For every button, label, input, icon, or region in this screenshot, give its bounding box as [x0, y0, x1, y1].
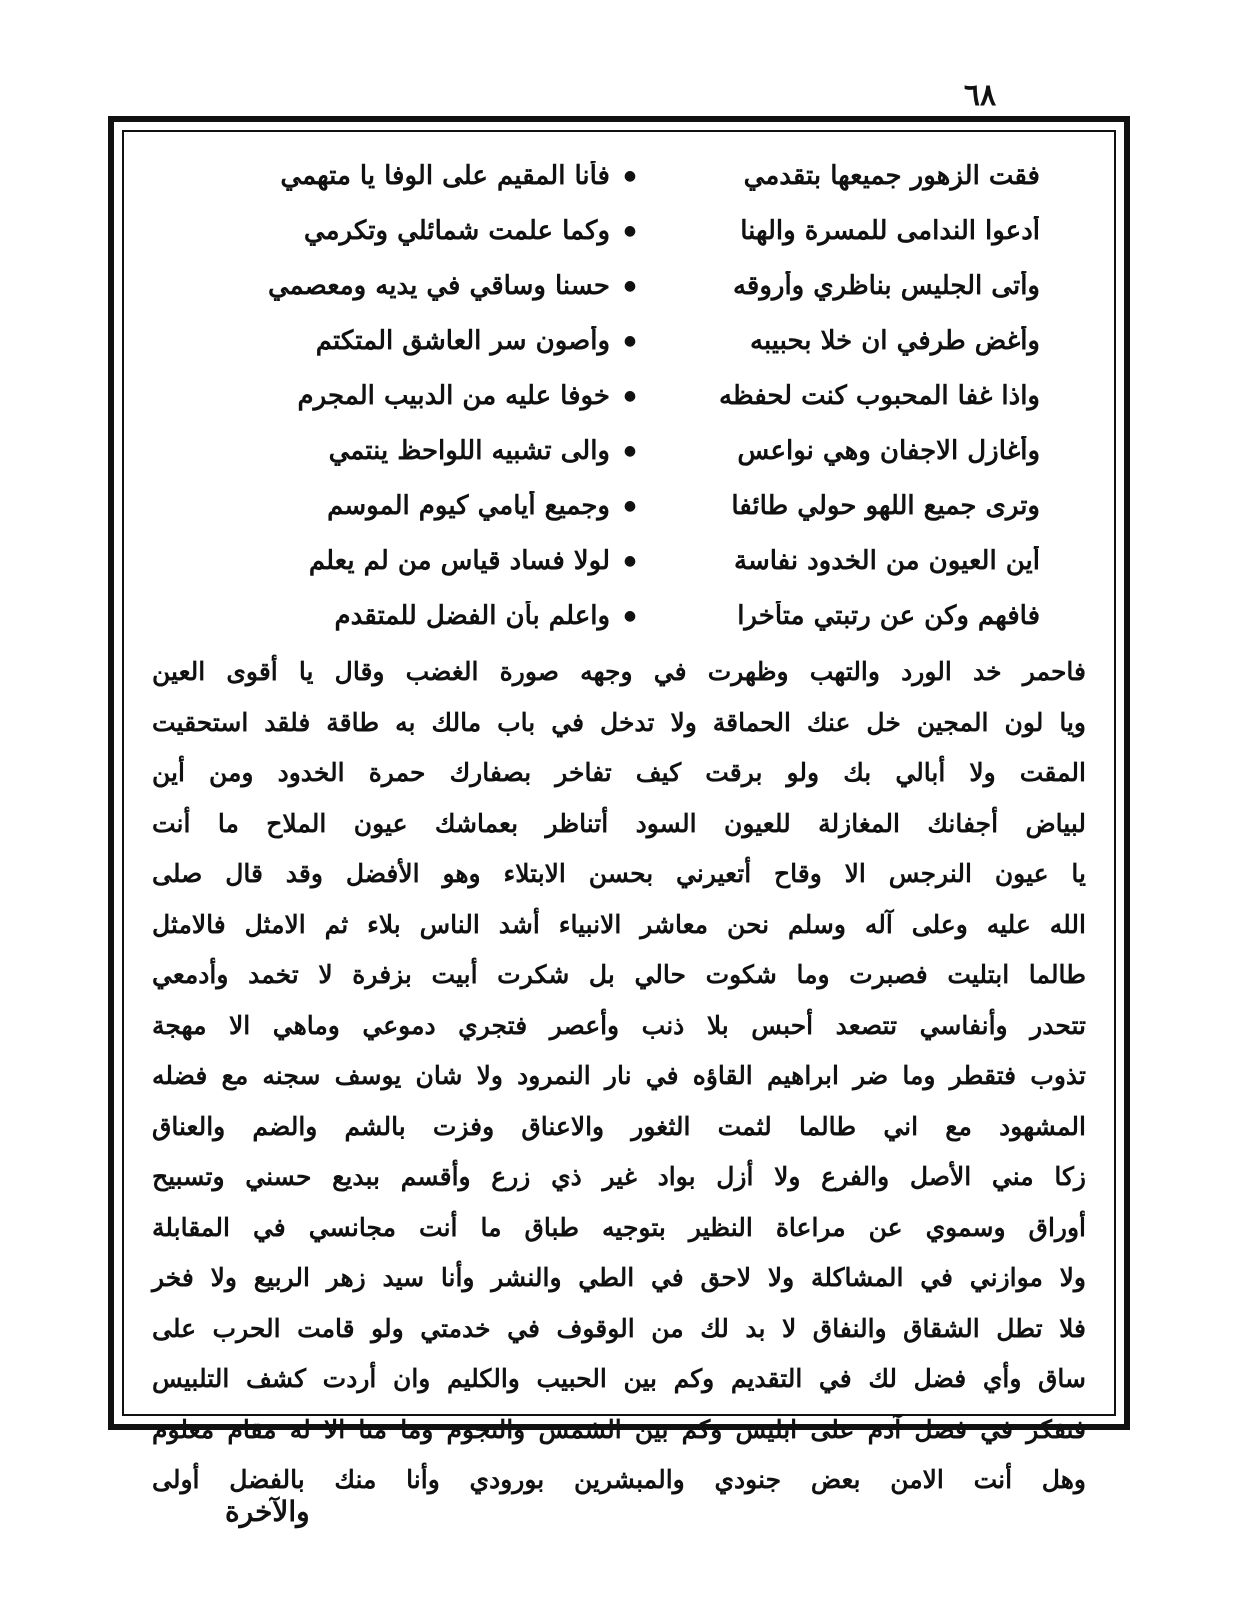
page-number: ٦٨ — [963, 78, 997, 113]
verse-second-hemistich: حسنا وساقي في يديه ومعصمي — [267, 270, 610, 301]
verse-first-hemistich: وأغض طرفي ان خلا بحبيبه — [750, 325, 1040, 356]
verse-first-hemistich: فافهم وكن عن رتبتي متأخرا — [737, 600, 1040, 631]
prose-line: المشهود مع اني طالما لثمت الثغور والاعناق وفزت بالشم والضم والعناق — [152, 1111, 1086, 1141]
verse-first-hemistich: فقت الزهور جميعها بتقدمي — [743, 160, 1040, 191]
verse-separator-dot: ● — [623, 552, 637, 569]
poem-verse — [148, 313, 1090, 368]
poem-verse — [148, 258, 1090, 313]
verse-first-hemistich: أين العيون من الخدود نفاسة — [734, 545, 1040, 576]
page-text-block — [148, 148, 1090, 1494]
prose-line: ساق وأي فضل لك في التقديم وكم بين الحبيب والكليم وان أردت كشف التلبيس — [152, 1364, 1086, 1393]
verse-first-hemistich: واذا غفا المحبوب كنت لحفظه — [718, 380, 1040, 411]
verse-second-hemistich: وأصون سر العاشق المتكتم — [315, 325, 610, 356]
verse-second-hemistich: لولا فساد قياس من لم يعلم — [308, 545, 610, 576]
catchword: والآخرة — [225, 1495, 310, 1528]
prose-line: فلا تطل الشقاق والنفاق لا بد لك من الوقوف في خدمتي ولو قامت الحرب على — [152, 1313, 1086, 1343]
poem-verse — [148, 148, 1090, 203]
prose-line: ولا موازني في المشاكلة ولا لاحق في الطي والنشر وأنا سيد زهر الربيع ولا فخر — [152, 1263, 1086, 1292]
prose-line: طالما ابتليت فصبرت وما شكوت حالي بل شكرت أبيت بزفرة لا تخمد وأدمعي — [152, 960, 1086, 989]
verse-separator-dot: ● — [623, 167, 637, 184]
prose-line: وهل أنت الامن بعض جنودي والمبشرين بورودي وأنا منك بالفضل أولى — [152, 1465, 1086, 1494]
prose-line: فاحمر خد الورد والتهب وظهرت في وجهه صورة الغضب وقال يا أقوى العين — [152, 657, 1086, 686]
prose-paragraph — [148, 647, 1090, 1506]
verse-separator-dot: ● — [623, 497, 637, 514]
poem-verses — [148, 148, 1090, 643]
poem-verse — [148, 368, 1090, 423]
prose-line: فتفكر في فضل آدم على ابليس وكم بين الشمس والنجوم وما منا الا له مقام معلوم — [152, 1414, 1086, 1444]
verse-first-hemistich: وترى جميع اللهو حولي طائفا — [731, 490, 1040, 521]
verse-separator-dot: ● — [623, 332, 637, 349]
verse-separator-dot: ● — [623, 387, 637, 404]
poem-verse — [148, 588, 1090, 643]
prose-line: ويا لون المجين خل عنك الحماقة ولا تدخل في باب مالك به طاقة فلقد استحقيت — [152, 707, 1086, 737]
poem-verse — [148, 203, 1090, 258]
poem-verse — [148, 478, 1090, 533]
verse-first-hemistich: وأتى الجليس بناظري وأروقه — [732, 270, 1040, 301]
prose-line: أوراق وسموي عن مراعاة النظير بتوجيه طباق ما أنت مجانسي في المقابلة — [152, 1212, 1086, 1242]
verse-separator-dot: ● — [623, 607, 637, 624]
verse-second-hemistich: وكما علمت شمائلي وتكرمي — [303, 215, 610, 246]
poem-verse — [148, 423, 1090, 478]
verse-separator-dot: ● — [623, 277, 637, 294]
prose-line: المقت ولا أبالي بك ولو برقت كيف تفاخر بصفارك حمرة الخدود ومن أين — [152, 758, 1086, 787]
verse-second-hemistich: واعلم بأن الفضل للمتقدم — [334, 600, 610, 631]
page-border — [108, 116, 1130, 1494]
verse-second-hemistich: وجميع أيامي كيوم الموسم — [327, 490, 610, 521]
poem-verse — [148, 533, 1090, 588]
verse-separator-dot: ● — [623, 442, 637, 459]
verse-second-hemistich: خوفا عليه من الدبيب المجرم — [297, 380, 610, 411]
verse-second-hemistich: فأنا المقيم على الوفا يا متهمي — [280, 160, 610, 191]
page-border-inner — [122, 130, 1116, 1494]
prose-line: لبياض أجفانك المغازلة للعيون السود أتناظر بعماشك عيون الملاح ما أنت — [152, 808, 1086, 838]
verse-first-hemistich: وأغازل الاجفان وهي نواعس — [737, 435, 1040, 466]
prose-line: يا عيون النرجس الا وقاح أتعيرني بحسن الابتلاء وهو الأفضل وقد قال صلى — [152, 859, 1086, 888]
prose-line: زكا مني الأصل والفرع ولا أزل بواد غير ذي زرع وأقسم ببديع حسني وتسبيح — [152, 1162, 1086, 1191]
verse-first-hemistich: أدعوا الندامى للمسرة والهنا — [740, 215, 1040, 246]
prose-line: تذوب فتقطر وما ضر ابراهيم القاؤه في نار النمرود ولا شان يوسف سجنه مع فضله — [152, 1061, 1086, 1090]
prose-line: تتحدر وأنفاسي تتصعد أحبس بلا ذنب وأعصر فتجري دموعي وماهي الا مهجة — [152, 1010, 1086, 1040]
verse-second-hemistich: والى تشبيه اللواحظ ينتمي — [328, 435, 610, 466]
prose-line: الله عليه وعلى آله وسلم نحن معاشر الانبياء أشد الناس بلاء ثم الامثل فالامثل — [152, 909, 1086, 939]
verse-separator-dot: ● — [623, 222, 637, 239]
